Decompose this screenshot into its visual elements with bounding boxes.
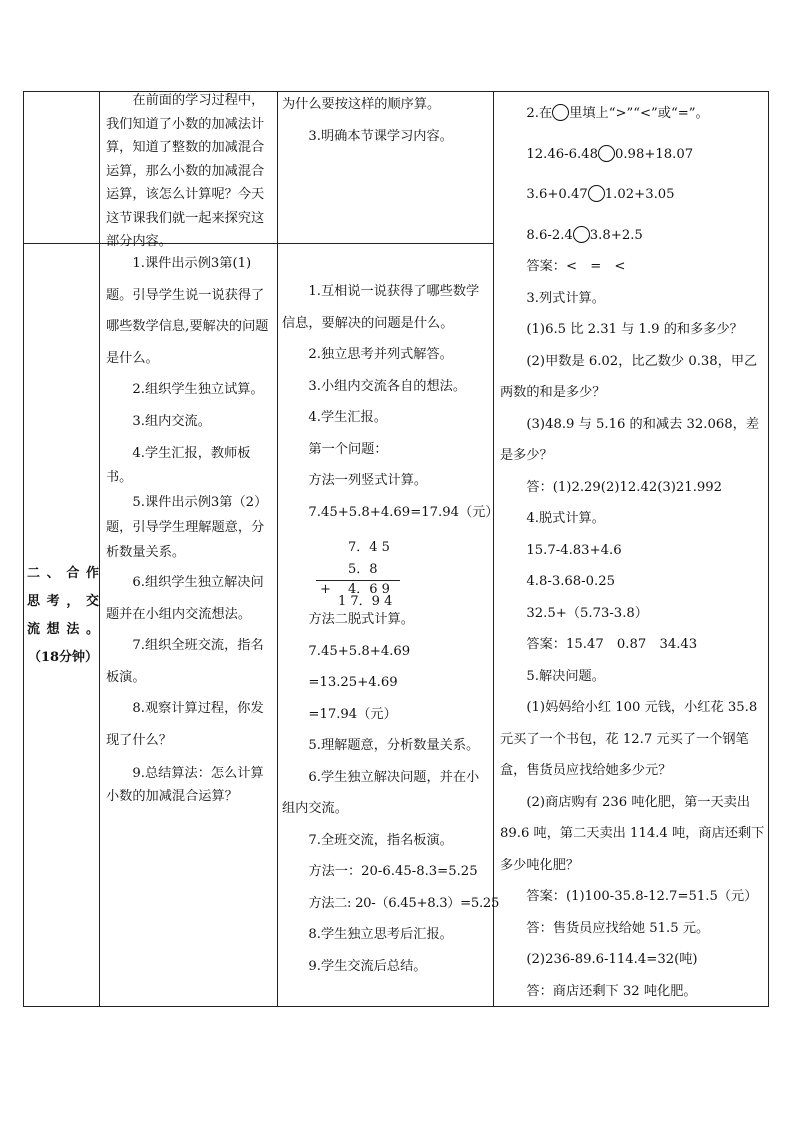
teacher-step: 1.课件出示例3第(1)题。引导学生说一说获得了哪些数学信息,要解决的问题是什么。: [106, 256, 269, 366]
exercise-column: 2.在 里填上“>”“<”或“=”。 12.46-6.48 0.98+18.07 3.6+0.47 1.02+3.05 8.6-2.4 3.8+2.5 答案：< = < 3.列式计算。 (1)6.5 比 2.31 与 1.9 的和多多少？ (2)甲数是 6.02，比乙数少 0.38，甲乙两数的和是多少？ (3)48.9 与 5.16 的和减去 32.068，差是多少？ 答：(1)2.29(2)12.42(3)21.992 4.脱式计算。 15.7-4.83+4.6 4.8-3.68-0.25 32.5+（5.73-3.8） 答案：15.47 0.87 34.43 5.解决问题。 (1)妈妈给小红 100 元钱，小红花 35.8 元买了一个书包，花 12.7 元买了一个钢笔盒，售货员应找给她多少元？ (2)商店购有 236 吨化肥，第一天卖出 89.6 吨，第二天卖出 114.4 吨，商店还剩下多少吨化肥？ 答案：(1)100-35.8-12.7=51.5（元） 答：售货员应找给她 51.5 元。 (2)236-89.6-114.4=32(吨) 答：商店还剩下 32 吨化肥。: [500, 98, 766, 1007]
teacher-step: 2.组织学生独立试算。: [132, 382, 264, 397]
compare-instruction: 2.在 里填上“>”“<”或“=”。: [526, 106, 709, 121]
teacher-step: 4.学生汇报，教师板书。: [106, 446, 251, 485]
compare-item: 3.6+0.47 1.02+3.05: [526, 187, 675, 202]
student-steps: 1.互相说一说获得了哪些数学信息，要解决的问题是什么。 2.独立思考并列式解答。 3.小组内交流各自的想法。 4.学生汇报。 第一个问题： 方法一列竖式计算。 7.45+5.8+4.69=17.94（元） 7．4 5 5．8 + 4．6 9 1 7．9 4 方法二脱式计算。 7.45+5.8+4.69 =13.25+4.69 =17.94（元） 5.理解题意，分析数量关系。 6.学生独立解决问题，并在小组内交流。 7.全班交流，指名板演。 方法一：20-6.45-8.3=5.25 方法二: 20-（6.45+8.3）=5.25 8.学生独立思考后汇报。 9.学生交流后总结。: [282, 284, 500, 974]
compare-item: 12.46-6.48 0.98+18.07: [526, 146, 694, 162]
intro-teacher-text: 在前面的学习过程中，我们知道了小数的加减法计算，知道了整数的加减混合运算，那么小数的加减混合运算，该怎么计算呢？今天这节课我们就一起来探究这部分内容。: [106, 93, 265, 249]
teacher-step: 7.组织全班交流，指名板演。: [106, 638, 264, 685]
teacher-step: 3.组内交流。: [132, 413, 211, 429]
blank-circle-icon: [588, 185, 605, 202]
intro-student-text: 为什么要按这样的顺序算。 3.明确本节课学习内容。: [282, 97, 453, 144]
teacher-step: 6.组织学生独立解决问题并在小组内交流想法。: [106, 575, 264, 622]
blank-circle-icon: [552, 104, 569, 121]
vertical-addition: 7．4 5 5．8 + 4．6 9 1 7．9 4: [282, 528, 492, 604]
column-divider: [493, 91, 494, 1007]
blank-circle-icon: [573, 226, 590, 243]
teacher-step: 8.观察计算过程，你发现了什么？: [106, 701, 264, 748]
teacher-steps: [106, 248, 276, 808]
teacher-step: 5.课件出示例3第（2）题，引导学生理解题意，分析数量关系。: [106, 495, 268, 560]
column-divider: [277, 91, 278, 1007]
teacher-step: 9.总结算法：怎么计算小数的加减混合运算？: [106, 766, 264, 804]
column-divider: [99, 91, 100, 1007]
sum-line: [316, 580, 400, 581]
compare-item: 8.6-2.4 3.8+2.5: [526, 227, 643, 243]
blank-circle-icon: [598, 145, 615, 162]
stage-label: 二、合作 思考，交 流想法。 （18分钟）: [27, 566, 99, 665]
